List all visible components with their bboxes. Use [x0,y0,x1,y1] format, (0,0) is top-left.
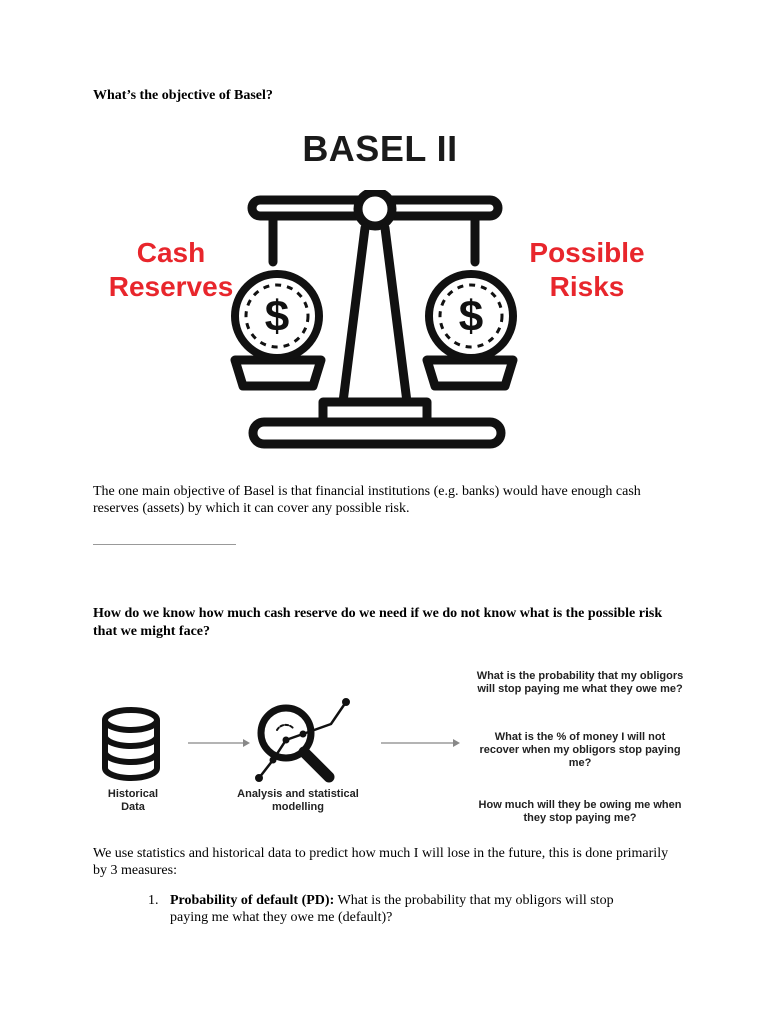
list-item-term: Probability of default (PD): [170,893,335,908]
question-probability: What is the probability that my obligors will stop paying me what they owe me? [476,670,684,695]
list-item [170,892,650,926]
analysis-magnifier-icon [256,699,350,782]
possible-risks-label: Possible Risks [529,237,645,302]
basel-ii-figure [95,128,665,468]
divider-line [93,544,236,545]
question-recovery: What is the % of money I will not recover when my obligors stop paying me? [479,731,681,769]
figure-title: BASEL II [302,128,458,169]
balance-scale-icon [225,190,535,462]
right-coin-symbol: $ [458,292,484,341]
list-item-text: What is the probability that my obligors will stop paying me what they owe me (default)? [170,893,614,925]
paragraph-method: We use statistics and historical data to predict how much I will lose in the future, this is done primarily by 3 measures: [93,846,669,878]
analysis-label: Analysis and statistical modelling [237,788,359,813]
left-coin-symbol: $ [264,292,290,341]
question-exposure: How much will they be owing me when they stop paying me? [478,799,682,824]
heading-question: How do we know how much cash reserve do we need if we do not know what is the possible risk that we might face? [93,606,663,639]
database-icon [105,710,157,778]
heading-objective: What’s the objective of Basel? [93,88,273,103]
paragraph-objective: The one main objective of Basel is that financial institutions (e.g. banks) would have enough cash reserves (assets) by which it can cover any possible risk. [93,484,641,516]
flow-diagram [93,668,683,833]
list-item-number: 1. [148,893,159,908]
arrow-2 [381,739,460,747]
arrow-1 [188,739,250,747]
historical-data-label: Historical Data [107,788,159,813]
cash-reserves-label: Cash Reserves [108,237,234,302]
